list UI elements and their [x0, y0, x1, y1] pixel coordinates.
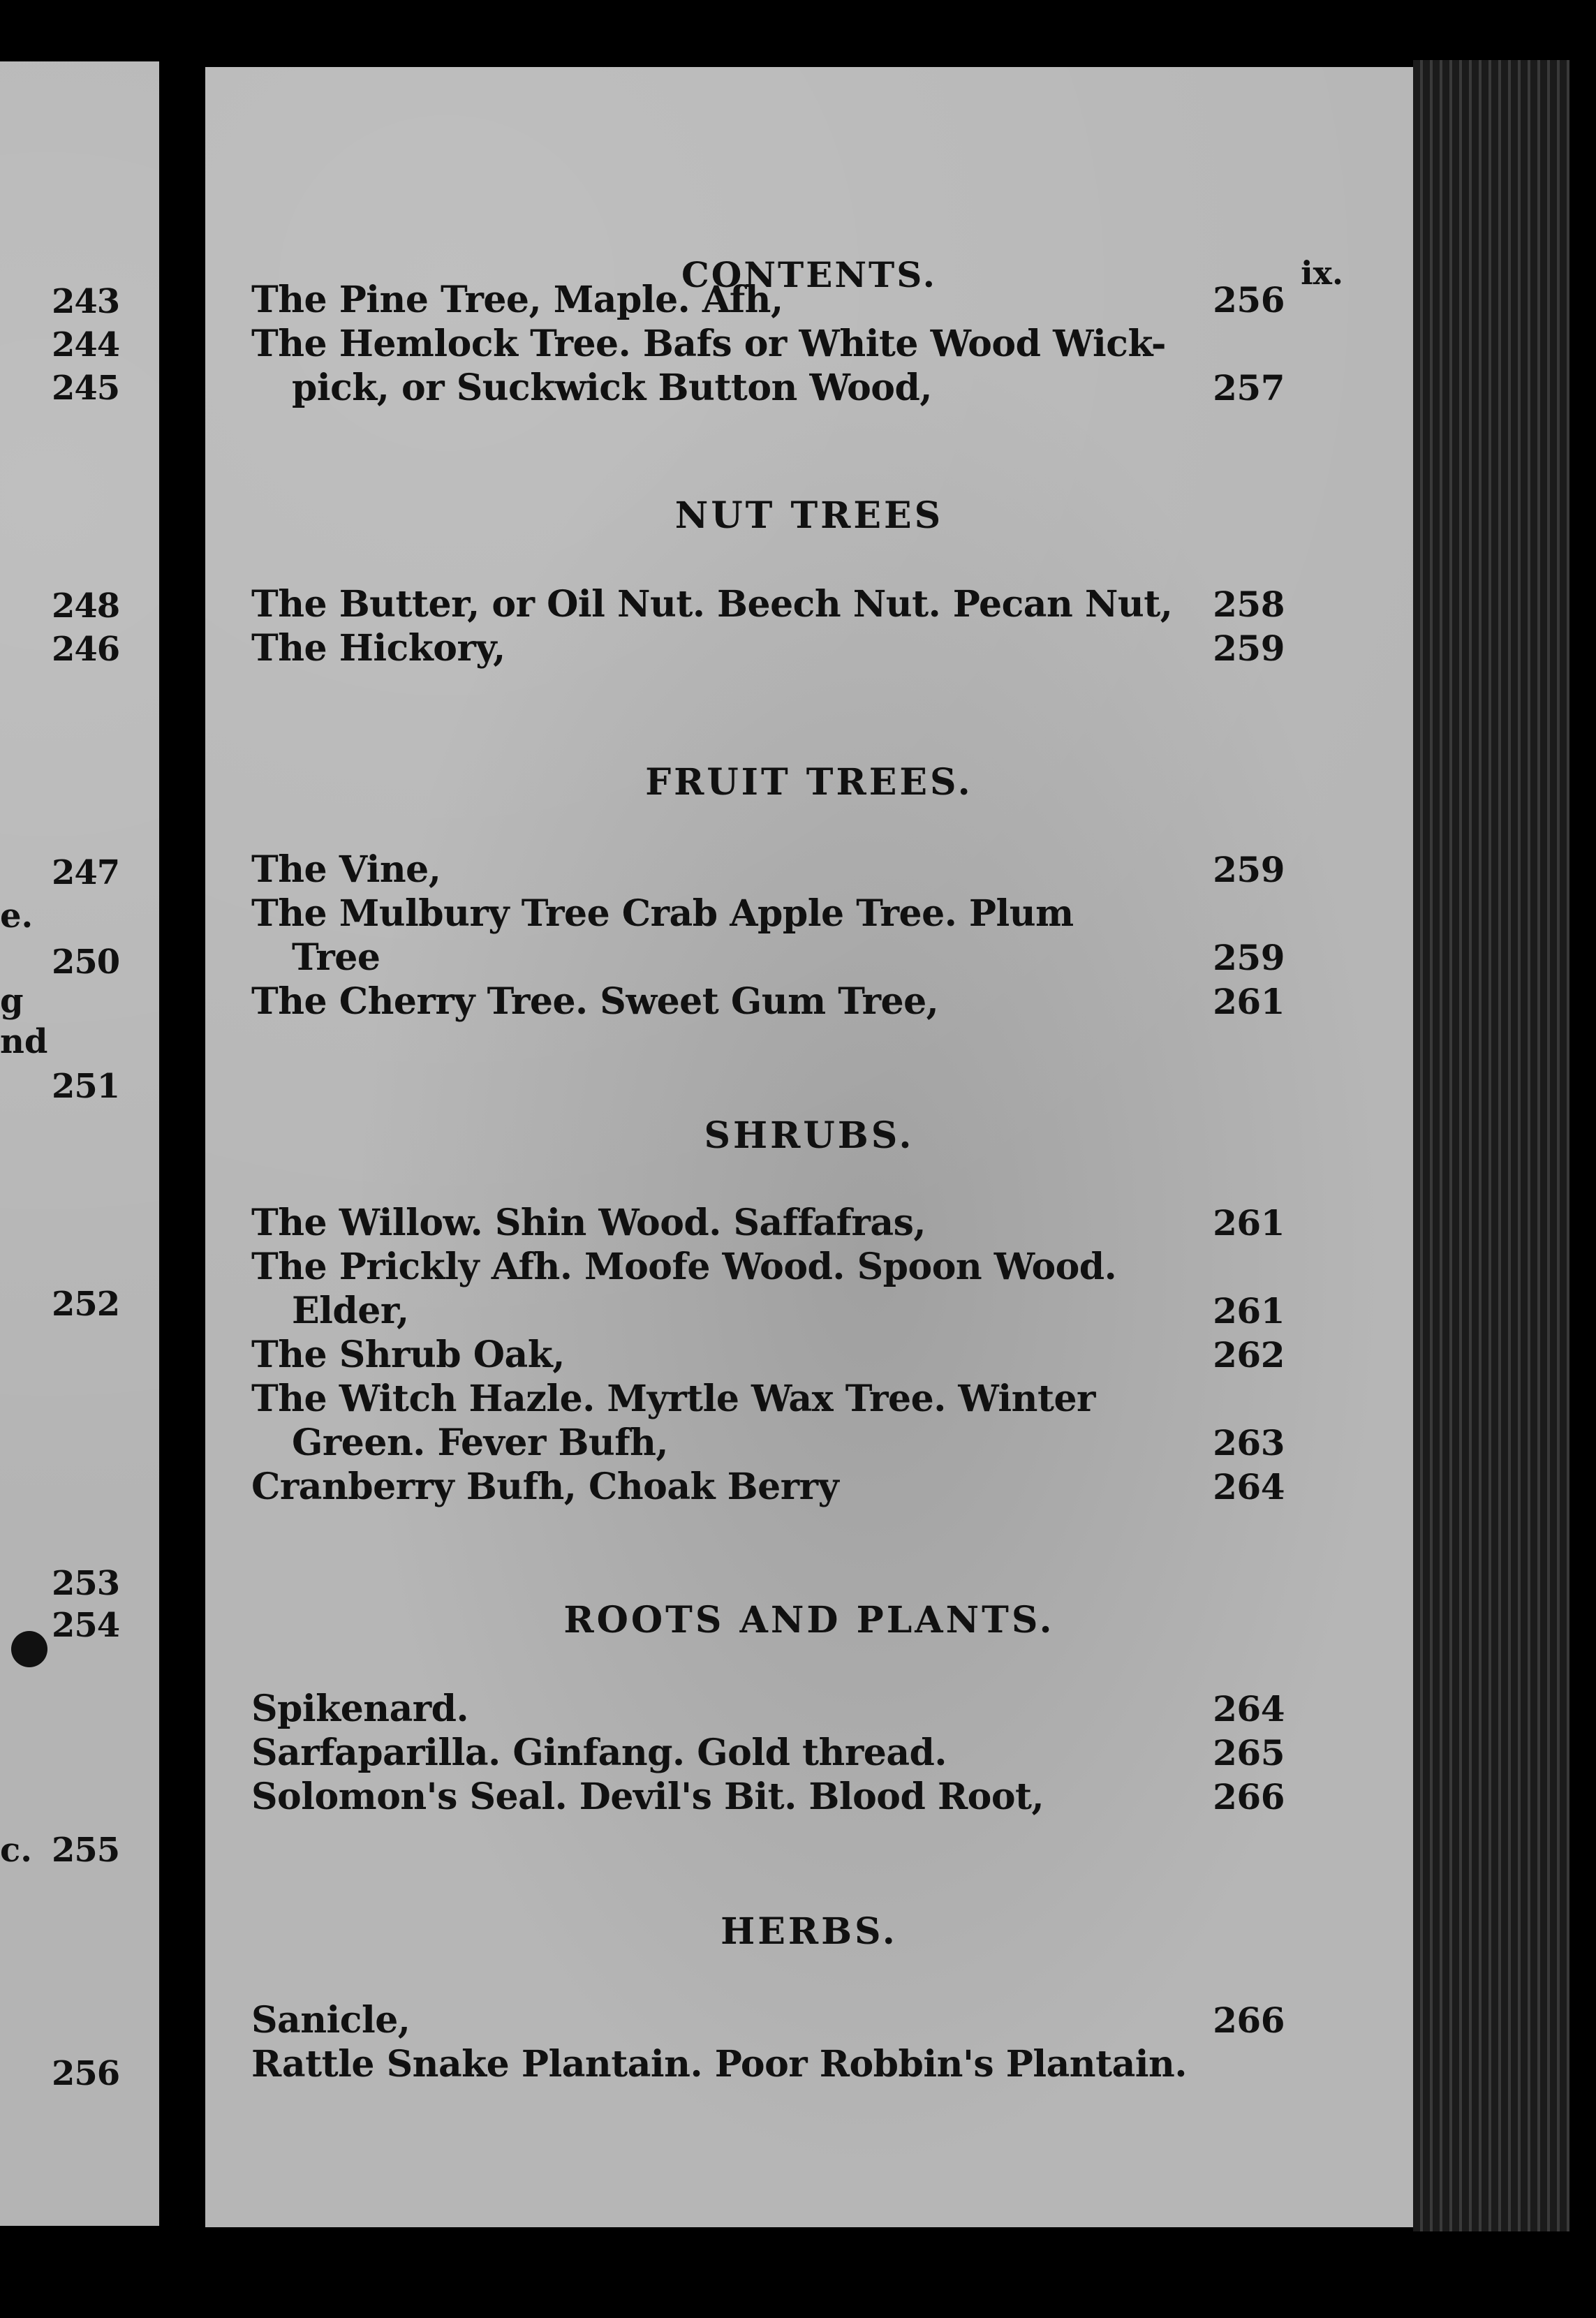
book-page-edges [1413, 60, 1569, 2231]
contents-entry [251, 1377, 1285, 1465]
entry-page-number: 259 [1213, 937, 1285, 978]
contents-entry [251, 1201, 1285, 1245]
entry-line: The Willow. Shin Wood. Saffafras, [251, 1202, 926, 1244]
entry-line: The Shrub Oak, [251, 1334, 565, 1376]
left-page-fragment [0, 61, 159, 2226]
contents-entry [251, 582, 1285, 626]
contents-entry [251, 1687, 1285, 1731]
contents-entry [251, 1775, 1285, 1819]
left-text-fragment: nd [0, 1022, 48, 1061]
entry-line-continued: pick, or Suckwick Button Wood, [292, 367, 932, 409]
entry-line: The Cherry Tree. Sweet Gum Tree, [251, 980, 939, 1023]
entry-page-number: 264 [1213, 1688, 1285, 1729]
entry-page-number: 258 [1213, 584, 1285, 625]
contents-entry [251, 1333, 1285, 1377]
contents-entry [251, 322, 1285, 410]
left-page-number: 244 [52, 325, 120, 364]
entry-line: Solomon's Seal. Devil's Bit. Blood Root, [251, 1776, 1044, 1818]
left-page-number: 245 [52, 369, 120, 408]
left-page-number: 247 [52, 853, 120, 892]
entry-page-number: 256 [1213, 279, 1285, 320]
entry-line: Rattle Snake Plantain. Poor Robbin's Plantain. [251, 2043, 1187, 2086]
entry-line: Sanicle, [251, 1999, 411, 2042]
page-title: CONTENTS. [681, 254, 937, 295]
left-page-number: 253 [52, 1564, 120, 1603]
entry-page-number: 264 [1213, 1466, 1285, 1507]
entry-page-number: 261 [1213, 1202, 1285, 1243]
entry-line: The Vine, [251, 848, 441, 891]
entry-page-number: 257 [1213, 367, 1285, 408]
section-heading: FRUIT TREES. [645, 761, 973, 804]
entry-line: The Witch Hazle. Myrtle Wax Tree. Winter [251, 1378, 1095, 1420]
entry-line-continued: Tree [292, 936, 380, 979]
left-page-number: 248 [52, 586, 120, 626]
entry-line-continued: Elder, [292, 1290, 409, 1332]
entry-line: The Mulbury Tree Crab Apple Tree. Plum [251, 892, 1074, 935]
entry-page-number: 259 [1213, 628, 1285, 669]
section-heading: ROOTS AND PLANTS. [563, 1599, 1055, 1641]
section-heading: NUT TREES [674, 494, 944, 537]
entry-page-number: 261 [1213, 981, 1285, 1022]
entry-line-continued: Green. Fever Bufh, [292, 1422, 668, 1464]
entry-line: Spikenard. [251, 1688, 469, 1730]
contents-page [205, 67, 1413, 2227]
entry-line: Cranberry Bufh, Choak Berry [251, 1466, 839, 1508]
entry-page-number: 263 [1213, 1422, 1285, 1463]
entry-page-number: 266 [1213, 1776, 1285, 1817]
contents-entry [251, 2042, 1285, 2086]
left-page-number: 254 [52, 1606, 120, 1645]
contents-entry [251, 1465, 1285, 1509]
left-page-number: 255 [52, 1831, 120, 1870]
entry-page-number: 259 [1213, 849, 1285, 890]
entry-line: The Hemlock Tree. Bafs or White Wood Wick- [251, 323, 1166, 365]
section-heading: HERBS. [721, 1910, 898, 1953]
contents-entry [251, 980, 1285, 1024]
header-page-number: ix. [1301, 254, 1343, 292]
entry-line: The Prickly Afh. Moofe Wood. Spoon Wood. [251, 1246, 1117, 1288]
entry-page-number: 265 [1213, 1732, 1285, 1773]
contents-entry [251, 848, 1285, 892]
section-heading: SHRUBS. [704, 1114, 915, 1157]
left-page-number: 250 [52, 943, 120, 982]
contents-entry [251, 278, 1285, 322]
entry-page-number: 261 [1213, 1290, 1285, 1331]
contents-entry [251, 1731, 1285, 1775]
contents-entry [251, 1998, 1285, 2042]
ink-blot [11, 1631, 47, 1667]
entry-line: The Hickory, [251, 627, 505, 670]
entry-line: The Butter, or Oil Nut. Beech Nut. Pecan Nut, [251, 583, 1173, 626]
left-page-number: 246 [52, 630, 120, 669]
contents-entry [251, 1245, 1285, 1333]
left-page-number: 252 [52, 1285, 120, 1324]
left-text-fragment: e. [0, 896, 34, 936]
left-page-number: 256 [52, 2054, 120, 2093]
entry-page-number: 266 [1213, 2000, 1285, 2041]
entry-line: The Pine Tree, Maple. Afh, [251, 279, 783, 321]
entry-line: Sarfaparilla. Ginfang. Gold thread. [251, 1732, 947, 1774]
left-text-fragment: c. [0, 1831, 32, 1870]
contents-entry [251, 626, 1285, 670]
left-page-number: 243 [52, 282, 120, 321]
entry-page-number: 262 [1213, 1334, 1285, 1375]
left-page-number: 251 [52, 1067, 120, 1106]
contents-entry [251, 892, 1285, 980]
left-text-fragment: g [0, 982, 24, 1021]
